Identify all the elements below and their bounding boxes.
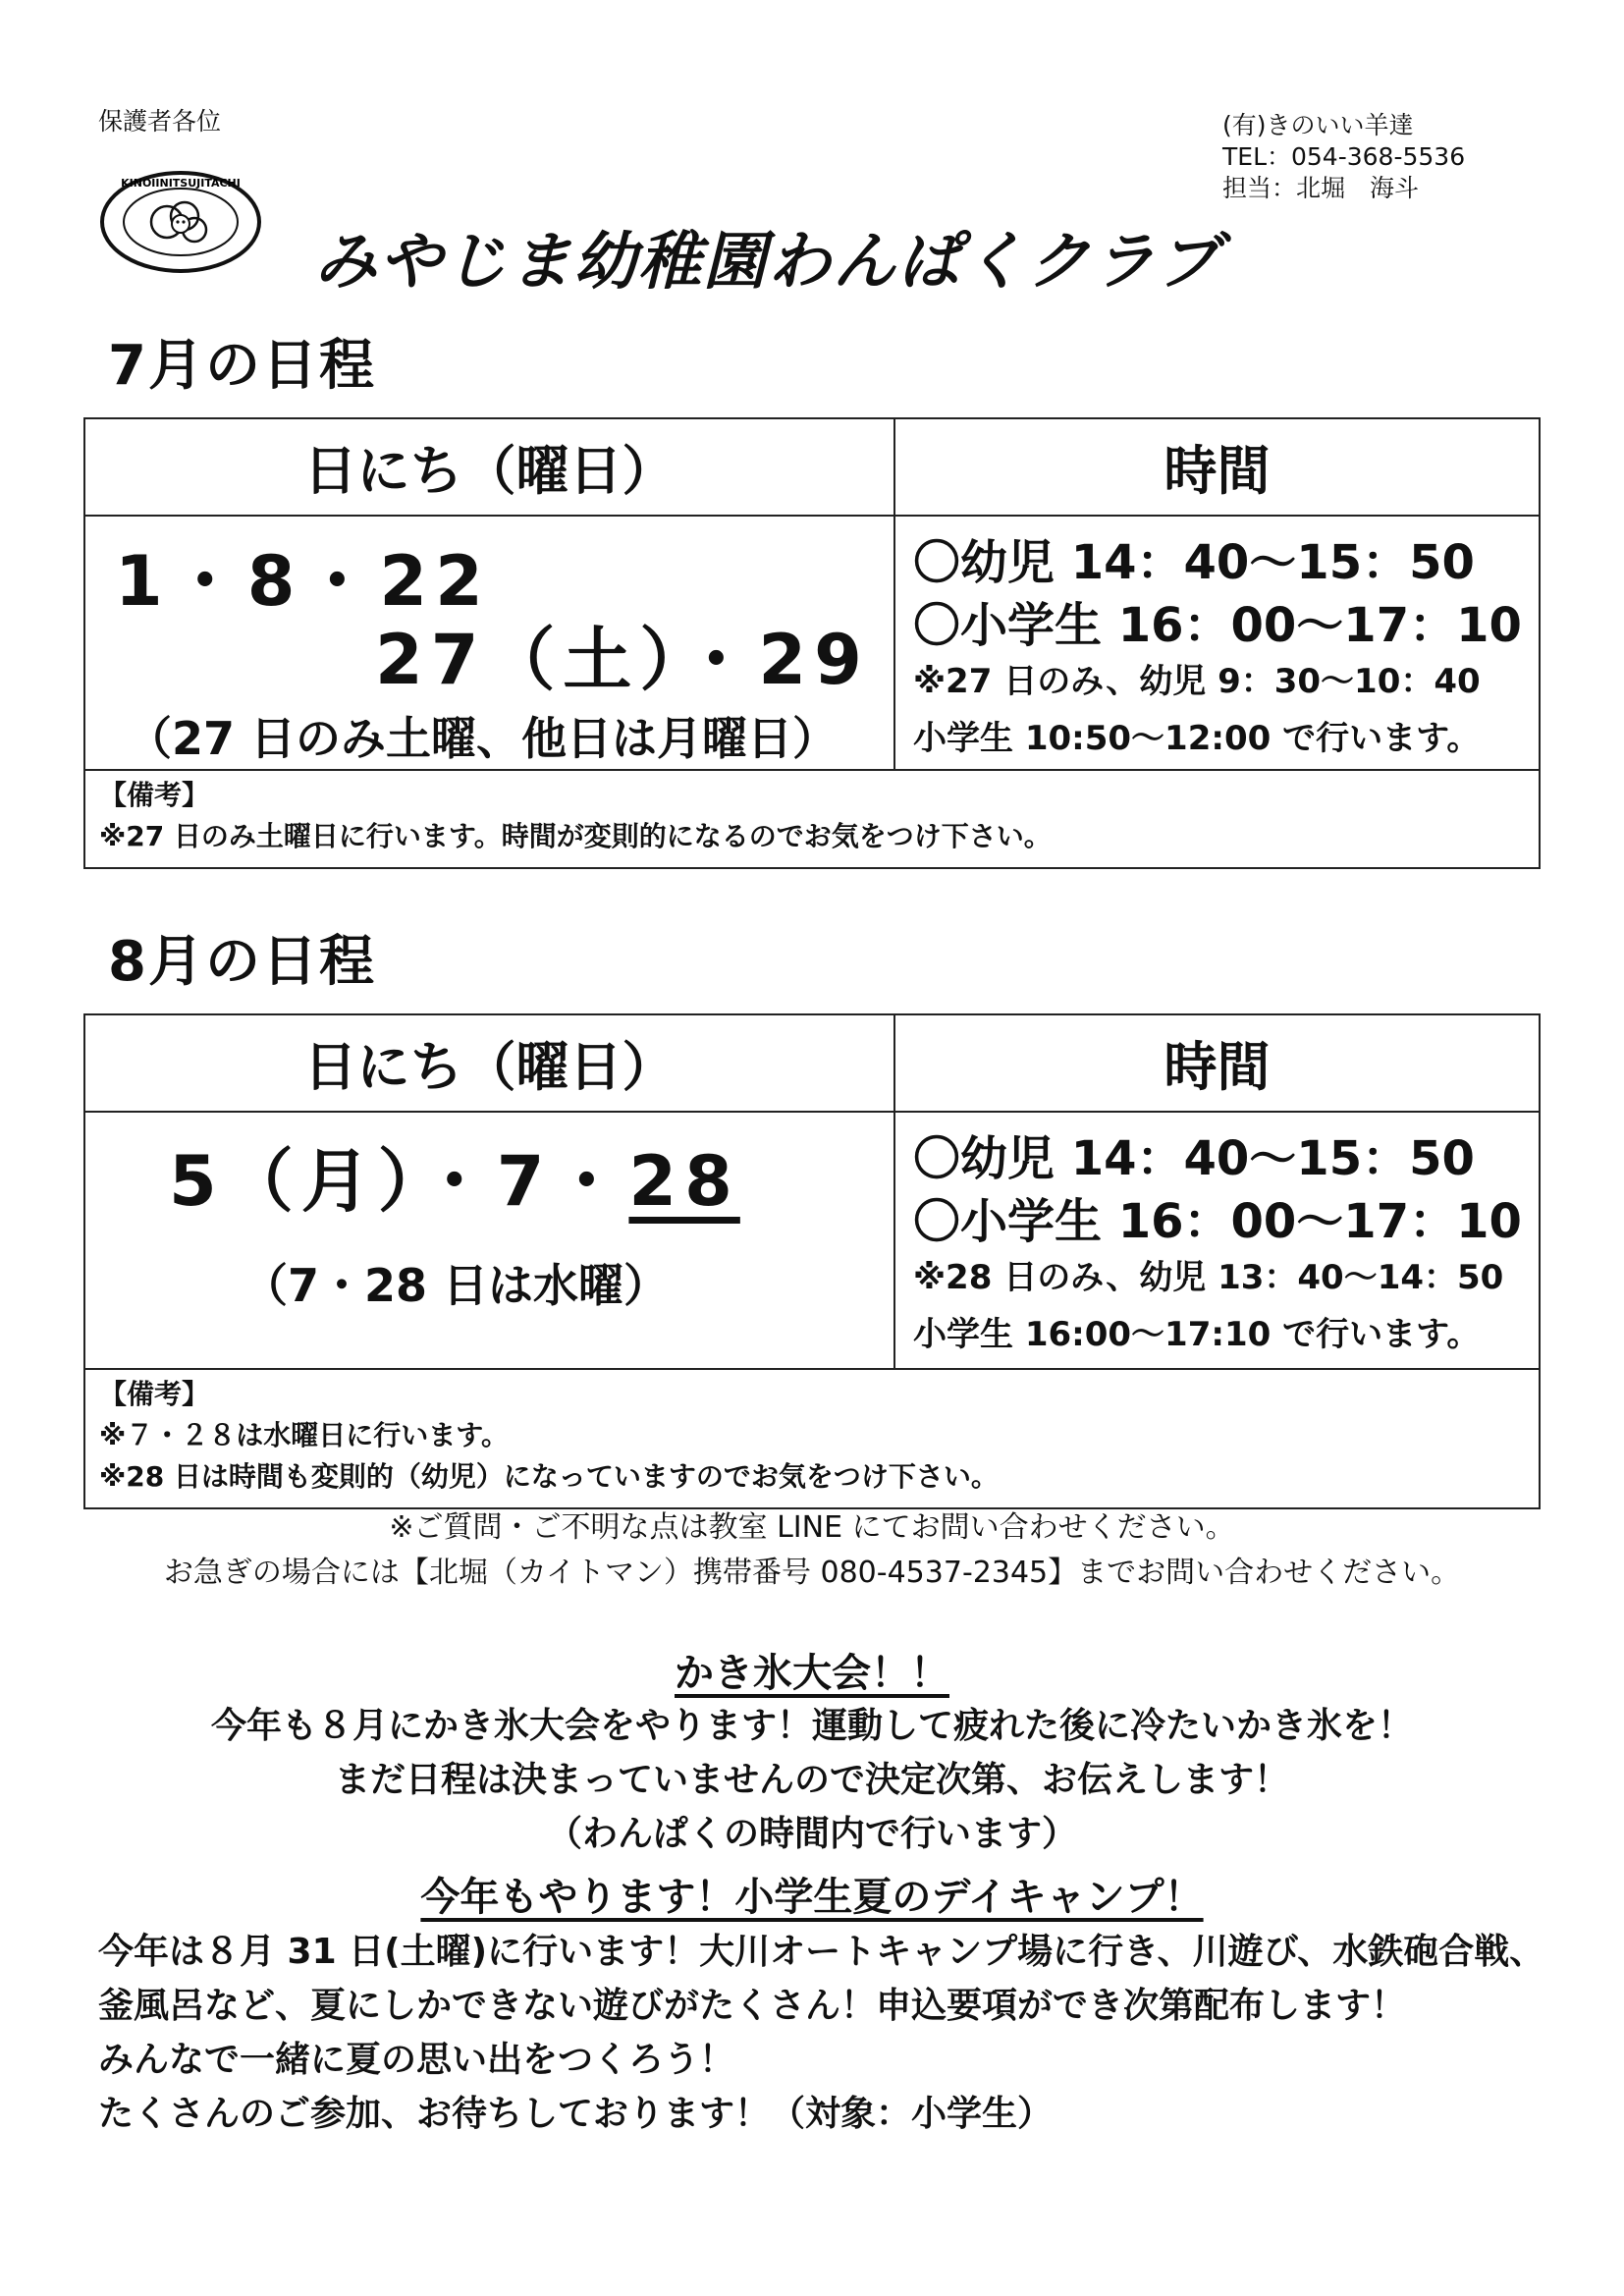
camp-line1: 今年は８月 31 日(土曜)に行います！大川オートキャンプ場に行き、川遊び、水鉄砲合戦、 bbox=[98, 1932, 1545, 1972]
july-remarks-line: ※27 日のみ土曜日に行います。時間が変則的になるのでお気をつけ下さい。 bbox=[99, 820, 1052, 852]
august-time-cell bbox=[895, 1113, 1539, 1368]
august-date-header: 日にち（曜日） bbox=[85, 1015, 895, 1111]
august-time-header: 時間 bbox=[1164, 1036, 1271, 1098]
logo-text: KINOIINITSUJITACHI bbox=[121, 177, 241, 190]
camp-heading bbox=[0, 1866, 1624, 1922]
august-time-note2: 小学生 16:00〜17:10 で行います。 bbox=[913, 1315, 1481, 1354]
july-dates-note: （27 日のみ土曜、他日は月曜日） bbox=[127, 712, 839, 765]
august-time-infant: 〇幼児 14：40〜15：50 bbox=[913, 1131, 1475, 1186]
july-schedule-table bbox=[83, 417, 1541, 869]
camp-line2: 釜風呂など、夏にしかできない遊びがたくさん！申込要項ができ次第配布します！ bbox=[98, 1986, 1407, 2026]
august-dates-cell bbox=[85, 1113, 895, 1368]
company-info bbox=[1222, 110, 1465, 204]
kakigori-heading-text: かき氷大会！！ bbox=[675, 1651, 949, 1696]
august-remarks bbox=[85, 1370, 1539, 1502]
august-dates-note: （7・28 日は水曜） bbox=[243, 1259, 670, 1312]
august-remarks-line1: ※７・２８は水曜日に行います。 bbox=[99, 1419, 509, 1451]
august-dates-underlined: 28 bbox=[628, 1141, 740, 1222]
july-time-header: 時間 bbox=[1164, 440, 1271, 502]
july-remarks bbox=[85, 771, 1539, 861]
company-name: (有)きのいい羊達 bbox=[1222, 111, 1414, 139]
company-tel: TEL：054-368-5536 bbox=[1222, 142, 1466, 171]
kakigori-heading bbox=[0, 1642, 1624, 1698]
page-title: みやじま幼稚園わんぱくクラブ bbox=[314, 226, 1221, 299]
kakigori-line3: （わんぱくの時間内で行います） bbox=[546, 1814, 1077, 1854]
july-dates-cell bbox=[85, 517, 895, 769]
august-time-note1: ※28 日のみ、幼児 13：40〜14：50 bbox=[913, 1258, 1504, 1297]
july-time-elementary: 〇小学生 16：00〜17：10 bbox=[913, 598, 1522, 653]
kakigori-line2: まだ日程は決まっていませんので決定次第、お伝えします！ bbox=[334, 1760, 1289, 1800]
footer-line2: お急ぎの場合には【北堀（カイトマン）携帯番号 080-4537-2345】までお問い合わせください。 bbox=[163, 1556, 1461, 1590]
camp-text bbox=[98, 1925, 1591, 2141]
august-table-header bbox=[85, 1015, 1539, 1113]
footer-line1: ※ご質問・ご不明な点は教室 LINE にてお問い合わせください。 bbox=[389, 1510, 1235, 1545]
august-table-body bbox=[85, 1113, 1539, 1370]
july-heading: 7月の日程 bbox=[108, 334, 376, 398]
kakigori-text bbox=[0, 1699, 1624, 1861]
august-remarks-label: 【備考】 bbox=[99, 1378, 210, 1410]
camp-line4: たくさんのご参加、お待ちしております！（対象：小学生） bbox=[98, 2094, 1054, 2134]
greeting: 保護者各位 bbox=[98, 107, 222, 136]
july-time-infant: 〇幼児 14：40〜15：50 bbox=[913, 535, 1475, 590]
sheep-logo bbox=[98, 169, 263, 275]
july-remarks-label: 【備考】 bbox=[99, 779, 210, 811]
august-dates-prefix: 5（月）・7・ bbox=[169, 1141, 629, 1222]
kakigori-line1: 今年も８月にかき氷大会をやります！運動して疲れた後に冷たいかき氷を！ bbox=[210, 1706, 1413, 1746]
july-dates-line2: 27（土）・29 bbox=[375, 620, 870, 700]
july-table-body bbox=[85, 517, 1539, 771]
july-table-header bbox=[85, 419, 1539, 517]
august-heading: 8月の日程 bbox=[108, 930, 376, 994]
august-dates-line bbox=[169, 1126, 740, 1226]
august-time-elementary: 〇小学生 16：00〜17：10 bbox=[913, 1194, 1522, 1249]
camp-heading-text: 今年もやります！小学生夏のデイキャンプ！ bbox=[420, 1875, 1204, 1920]
august-remarks-line2: ※28 日は時間も変則的（幼児）になっていますのでお気をつけ下さい。 bbox=[99, 1460, 999, 1493]
july-time-note2: 小学生 10:50〜12:00 で行います。 bbox=[913, 719, 1481, 758]
company-contact: 担当：北堀 海斗 bbox=[1222, 174, 1420, 202]
july-time-cell bbox=[895, 517, 1539, 769]
camp-line3: みんなで一緒に夏の思い出をつくろう！ bbox=[98, 2040, 735, 2080]
july-dates-line1: 1・8・22 bbox=[115, 541, 491, 622]
july-date-header: 日にち（曜日） bbox=[85, 419, 895, 515]
august-schedule-table bbox=[83, 1013, 1541, 1509]
july-time-note1: ※27 日のみ、幼児 9：30〜10：40 bbox=[913, 662, 1481, 701]
